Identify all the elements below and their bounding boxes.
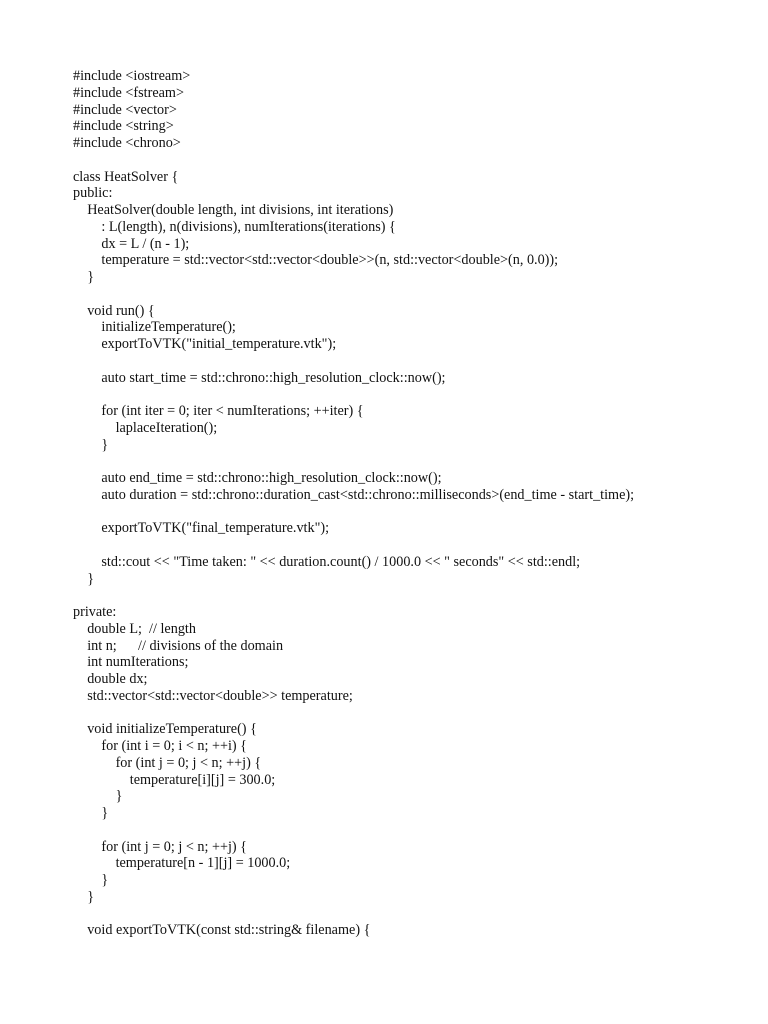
code-line: #include <string> [73, 118, 174, 135]
code-line: temperature[n - 1][j] = 1000.0; [73, 855, 291, 872]
code-line: for (int iter = 0; iter < numIterations; ++iter) { [73, 403, 364, 419]
code-line [73, 906, 753, 923]
code-line [73, 537, 753, 554]
code-line: for (int j = 0; j < n; ++j) { [73, 838, 247, 855]
code-line: void initializeTemperature() { [73, 721, 257, 738]
code-line: } [73, 888, 94, 905]
code-line [73, 822, 753, 839]
code-line: temperature = std::vector<std::vector<double>>(n, std::vector<double>(n, 0.0)); [73, 252, 559, 269]
code-line: temperature[i][j] = 300.0; [73, 771, 276, 788]
code-line: exportToVTK("final_temperature.vtk"); [73, 520, 330, 537]
code-line: #include <fstream> [73, 84, 184, 101]
code-line: } [73, 570, 94, 587]
code-line: exportToVTK("initial_temperature.vtk"); [73, 336, 337, 352]
code-line: auto end_time = std::chrono::high_resolution_clock::now(); [73, 470, 442, 486]
code-line: int n; // divisions of the domain [73, 637, 284, 654]
code-line [73, 504, 753, 521]
code-line: laplaceIteration(); [73, 419, 218, 436]
code-line: int numIterations; [73, 654, 189, 671]
code-line: public: [73, 185, 113, 202]
code-line: class HeatSolver { [73, 168, 179, 185]
code-line: void run() { [73, 302, 155, 319]
code-line [73, 453, 753, 470]
code-line: double dx; [73, 671, 148, 687]
code-line: auto start_time = std::chrono::high_resolution_clock::now(); [73, 369, 446, 386]
code-line: std::vector<std::vector<double>> temperature; [73, 687, 353, 704]
code-line: #include <chrono> [73, 135, 181, 151]
code-line: } [73, 436, 109, 453]
code-line: dx = L / (n - 1); [73, 235, 190, 252]
code-line: initializeTemperature(); [73, 319, 236, 336]
code-line: } [73, 269, 94, 285]
code-line [73, 587, 753, 604]
code-line: for (int j = 0; j < n; ++j) { [73, 754, 262, 771]
code-line [73, 386, 753, 403]
code-line [73, 286, 753, 303]
code-line: std::cout << "Time taken: " << duration.count() / 1000.0 << " seconds" << std::endl; [73, 553, 581, 570]
code-line: private: [73, 604, 117, 620]
code-line: } [73, 805, 109, 821]
code-listing [73, 68, 753, 939]
code-line: HeatSolver(double length, int divisions, int iterations) [73, 202, 394, 218]
code-line [73, 353, 753, 370]
code-line: void exportToVTK(const std::string& filename) { [73, 922, 371, 939]
code-line: } [73, 788, 123, 805]
code-line: #include <vector> [73, 101, 177, 118]
code-line: : L(length), n(divisions), numIterations(iterations) { [73, 218, 396, 235]
code-line [73, 152, 753, 169]
code-line: auto duration = std::chrono::duration_cast<std::chrono::milliseconds>(end_time - start_time); [73, 486, 635, 503]
code-line: for (int i = 0; i < n; ++i) { [73, 738, 247, 754]
code-line [73, 705, 753, 722]
code-line: #include <iostream> [73, 68, 191, 84]
code-line: } [73, 872, 109, 888]
code-line: double L; // length [73, 620, 196, 637]
